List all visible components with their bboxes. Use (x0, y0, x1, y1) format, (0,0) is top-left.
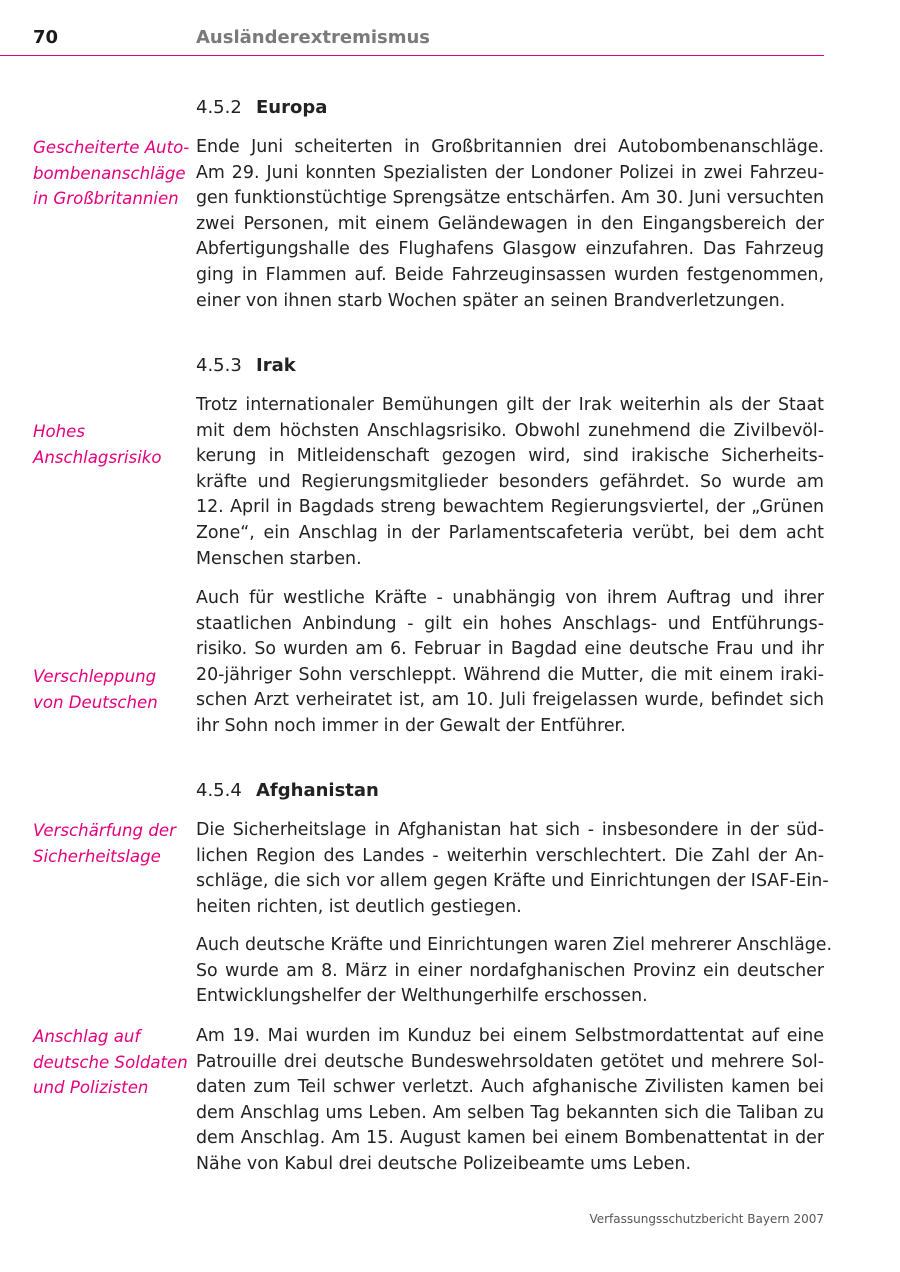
text-line: Nähe von Kabul drei deutsche Polizeibeamte ums Leben. (196, 1153, 692, 1174)
margin-note-line: Anschlag auf (33, 1027, 141, 1046)
text-line: staatlichen Anbindung - gilt ein hohes Anschlags- und Entführungs- (196, 613, 824, 634)
text-line: Zone“, ein Anschlag in der Parlamentscafeteria verübt, bei dem acht (196, 522, 824, 543)
text-line: daten zum Teil schwer verletzt. Auch afghanische Zivilisten kamen bei (196, 1077, 824, 1098)
margin-note-line: Anschlagsrisiko (33, 447, 162, 467)
section-number: 4.5.2 (196, 97, 242, 118)
paragraph-afghanistan-1 (196, 818, 829, 920)
text-line: Am 19. Mai wurden im Kunduz bei einem Selbstmordattentat auf eine (196, 1026, 824, 1046)
paragraph-irak-2 (196, 586, 824, 740)
text-line: ging in Flammen auf. Beide Fahrzeuginsassen wurden festgenommen, (196, 264, 824, 285)
section-number: 4.5.3 (196, 355, 242, 376)
text-line: schläge, die sich vor allem gegen Kräfte und Einrichtungen der ISAF-Ein- (196, 871, 829, 892)
header-rule (0, 55, 824, 56)
margin-note-line: deutsche Soldaten (33, 1052, 188, 1072)
margin-note-anschlag-soldaten (33, 1024, 193, 1101)
text-line: Am 29. Juni konnten Spezialisten der Londoner Polizei in zwei Fahrzeu- (196, 162, 824, 183)
text-line: Abfertigungshalle des Flughafens Glasgow einzufahren. Das Fahrzeug (196, 239, 824, 260)
paragraph-afghanistan-3 (196, 1024, 824, 1178)
text-line: Trotz internationaler Bemühungen gilt der Irak weiterhin als der Staat (196, 395, 824, 415)
margin-note-line: Verschleppung (33, 667, 157, 686)
section-title: Irak (256, 355, 296, 376)
margin-note-line: Verschärfung der (33, 821, 176, 840)
text-line: einer von ihnen starb Wochen später an seinen Brandverletzungen. (196, 290, 786, 311)
text-line: gen funktionstüchtige Sprengsätze entschärfen. Am 30. Juni versuchten (196, 188, 824, 209)
text-line: schen Arzt verheiratet ist, am 10. Juli freigelassen wurde, befindet sich (196, 690, 824, 711)
section-number: 4.5.4 (196, 780, 242, 801)
section-heading-europa (196, 97, 327, 118)
running-title: Ausländerextremismus (196, 27, 430, 48)
section-heading-afghanistan (196, 780, 379, 801)
margin-note-line: in Großbritannien (33, 189, 179, 209)
text-line: Entwicklungshelfer der Welthungerhilfe erschossen. (196, 986, 648, 1007)
margin-note-verschleppung (33, 664, 193, 715)
margin-note-line: von Deutschen (33, 692, 158, 712)
margin-note-line: Hohes (33, 422, 86, 441)
text-line: dem Anschlag. Am 15. August kamen bei einem Bombenattentat in der (196, 1128, 824, 1149)
section-heading-irak (196, 355, 296, 376)
text-line: 12. April in Bagdads streng bewachtem Regierungsviertel, der „Grünen (196, 497, 824, 518)
text-line: kerung in Mitleidenschaft gezogen wird, sind irakische Sicherheits- (196, 446, 824, 467)
text-line: heiten richten, ist deutlich gestiegen. (196, 896, 522, 917)
text-line: lichen Region des Landes - weiterhin verschlechtert. Die Zahl der An- (196, 845, 824, 866)
text-line: risiko. So wurden am 6. Februar in Bagdad eine deutsche Frau und ihr (196, 639, 824, 660)
paragraph-afghanistan-2 (196, 933, 833, 1010)
footer-text: Verfassungsschutzbericht Bayern 2007 (589, 1212, 824, 1226)
margin-note-anschlagsrisiko (33, 419, 193, 470)
text-line: Auch deutsche Kräfte und Einrichtungen waren Ziel mehrerer Anschläge. (196, 935, 833, 955)
paragraph-irak-1 (196, 393, 824, 572)
text-line: Menschen starben. (196, 548, 362, 569)
section-title: Afghanistan (256, 780, 379, 801)
text-line: Patrouille drei deutsche Bundeswehrsoldaten getötet und mehrere Sol- (196, 1051, 824, 1072)
text-line: 20-jähriger Sohn verschleppt. Während die Mutter, die mit einem iraki- (196, 664, 824, 685)
margin-note-line: Sicherheitslage (33, 846, 161, 866)
paragraph-europa-1 (196, 135, 824, 314)
text-line: mit dem höchsten Anschlagsrisiko. Obwohl zunehmend die Zivilbevöl- (196, 420, 824, 441)
margin-note-autobomben (33, 135, 193, 212)
text-line: So wurde am 8. März in einer nordafghanischen Provinz ein deutscher (196, 960, 824, 981)
text-line: kräfte und Regierungsmitglieder besonders gefährdet. So wurde am (196, 471, 824, 492)
section-title: Europa (256, 97, 328, 118)
text-line: Ende Juni scheiterten in Großbritannien drei Autobombenanschläge. (196, 137, 824, 157)
text-line: Auch für westliche Kräfte - unabhängig von ihrem Auftrag und ihrer (196, 588, 824, 608)
margin-note-line: und Polizisten (33, 1078, 149, 1098)
margin-note-line: bombenanschläge (33, 163, 186, 183)
text-line: zwei Personen, mit einem Geländewagen in den Eingangsbereich der (196, 213, 824, 234)
page-number: 70 (33, 27, 59, 48)
text-line: ihr Sohn noch immer in der Gewalt der Entführer. (196, 715, 626, 736)
margin-note-sicherheitslage (33, 818, 193, 869)
margin-note-line: Gescheiterte Auto- (33, 138, 190, 157)
text-line: Die Sicherheitslage in Afghanistan hat sich - insbesondere in der süd- (196, 820, 824, 840)
text-line: dem Anschlag ums Leben. Am selben Tag bekannten sich die Taliban zu (196, 1102, 824, 1123)
